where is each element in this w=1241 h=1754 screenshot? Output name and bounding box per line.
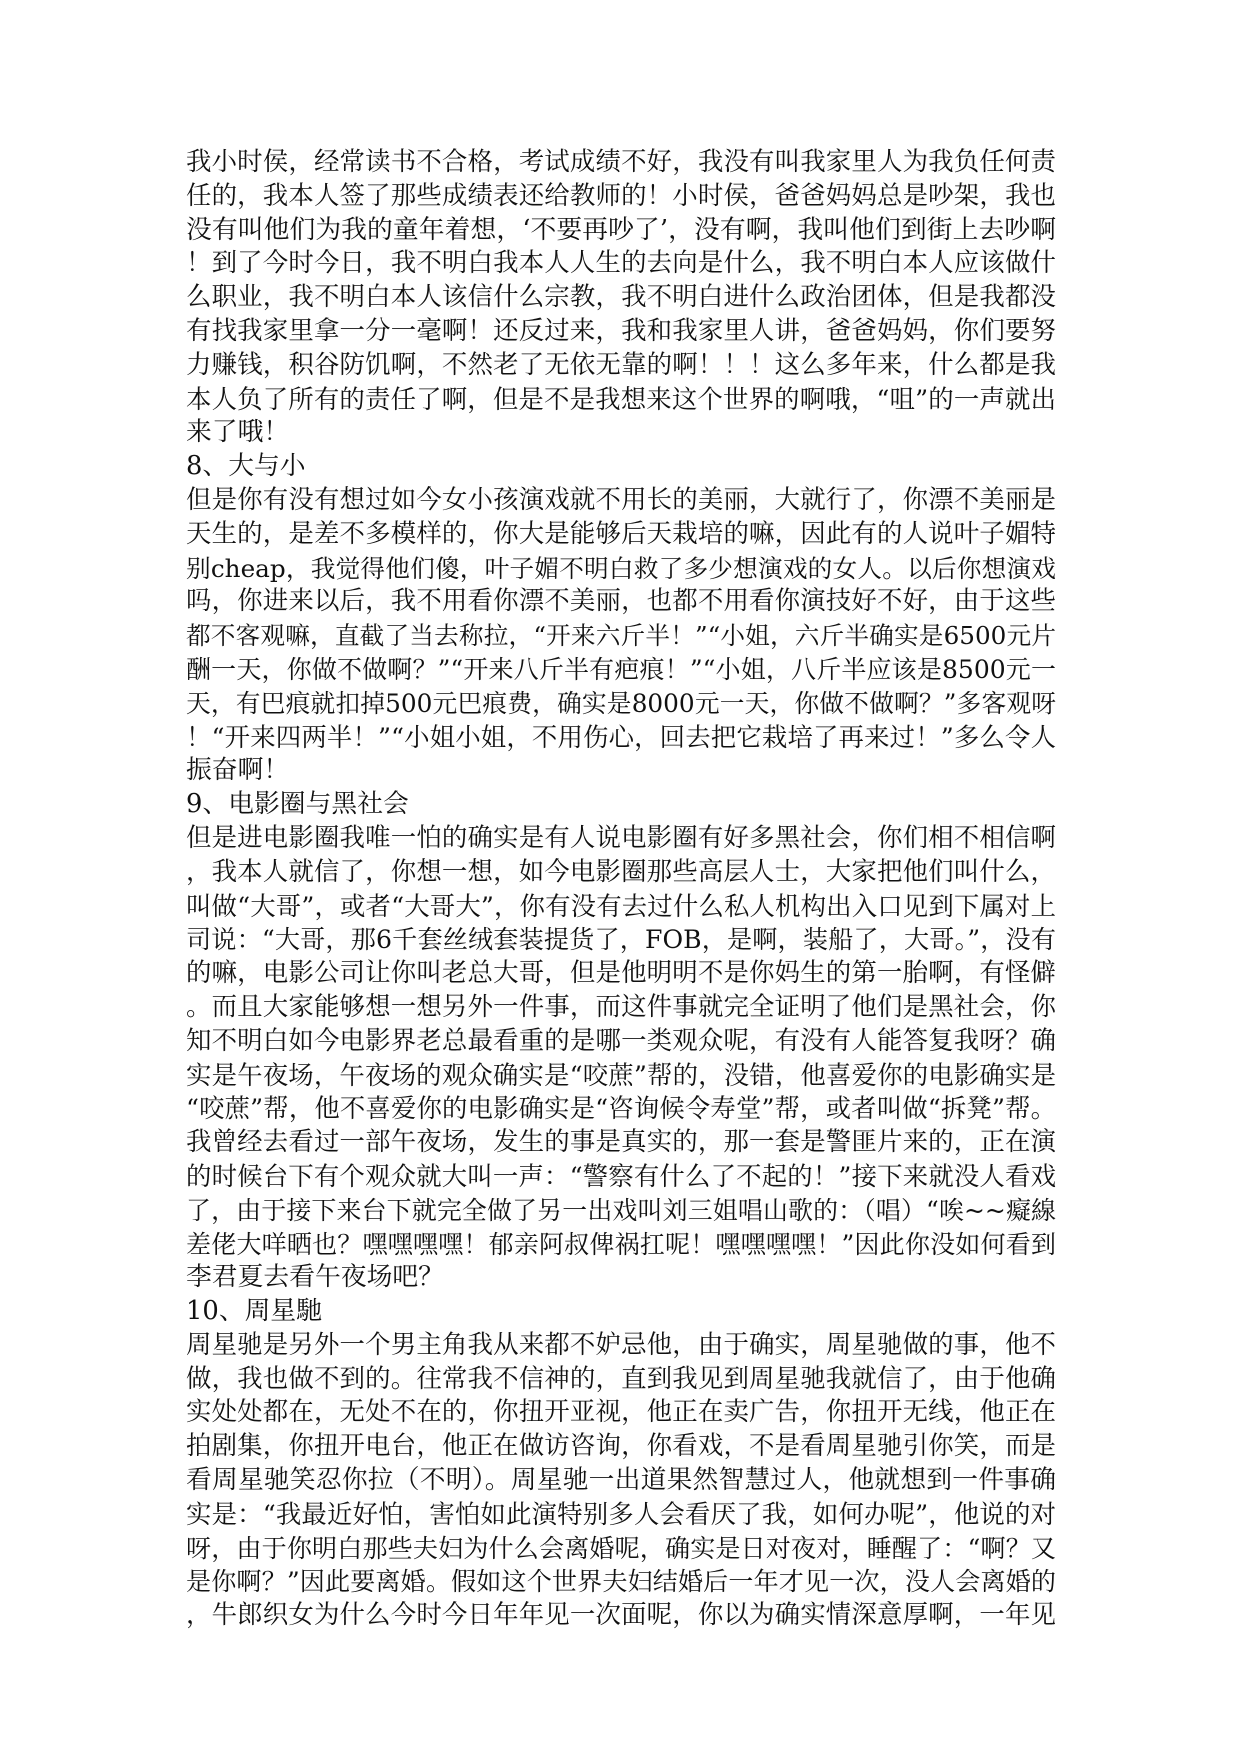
text-line: 做，我也做不到的。往常我不信神的，直到我见到周星驰我就信了，由于他确 <box>186 1363 1056 1394</box>
text-line: 我曾经去看过一部午夜场，发生的事是真实的，那一套是警匪片来的，正在演 <box>186 1127 1056 1158</box>
text-line: 的嘛，电影公司让你叫老总大哥，但是他明明不是你妈生的第一胎啊，有怪僻 <box>186 958 1056 989</box>
text-line: 任的，我本人签了那些成绩表还给教师的！小时侯，爸爸妈妈总是吵架，我也 <box>186 180 1056 211</box>
text-line: 了，由于接下来台下就完全做了另一出戏叫刘三姐唱山歌的：（唱）“唉~~癡線 <box>186 1195 1056 1225</box>
text-line: 实是：“我最近好怕，害怕如此演特别多人会看厌了我，如何办呢”，他说的对 <box>186 1498 1056 1529</box>
text-line: 但是进电影圈我唯一怕的确实是有人说电影圈有好多黑社会，你们相不相信啊 <box>186 822 1056 853</box>
text-line: ，我本人就信了，你想一想，如今电影圈那些高层人士，大家把他们叫什么， <box>186 856 1056 887</box>
text-line: 别cheap，我觉得他们傻，叶子媚不明白救了多少想演戏的女人。以后你想演戏 <box>186 553 1056 583</box>
text-line: 力赚钱，积谷防饥啊，不然老了无依无靠的啊！！！这么多年来，什么都是我 <box>186 349 1056 380</box>
text-line: 吗，你进来以后，我不用看你漂不美丽，也都不用看你演技好不好，由于这些 <box>186 586 1056 617</box>
text-line: 叫做“大哥”，或者“大哥大”，你有没有去过什么私人机构出入口见到下属对上 <box>186 890 1056 921</box>
text-line: 。而且大家能够想一想另外一件事，而这件事就完全证明了他们是黑社会，你 <box>186 991 1056 1022</box>
text-line: 本人负了所有的责任了啊，但是不是我想来这个世界的啊哦，“咀”的一声就出 <box>186 383 1056 414</box>
text-line: 看周星驰笑忍你拉（不明）。周星驰一出道果然智慧过人，他就想到一件事确 <box>186 1465 1056 1496</box>
text-line: 9、电影圈与黑社会 <box>186 789 409 820</box>
text-line: 周星驰是另外一个男主角我从来都不妒忌他，由于确实，周星驰做的事，他不 <box>186 1329 1056 1360</box>
text-line: 知不明白如今电影界老总最看重的是哪一类观众呢，有没有人能答复我呀？确 <box>186 1025 1056 1056</box>
text-line: 是你啊？”因此要离婚。假如这个世界夫妇结婚后一年才见一次，没人会离婚的 <box>186 1567 1056 1597</box>
text-line: 有找我家里拿一分一毫啊！还反过来，我和我家里人讲，爸爸妈妈，你们要努 <box>186 315 1056 346</box>
text-line: 我小时侯，经常读书不合格，考试成绩不好，我没有叫我家里人为我负任何责 <box>186 147 1056 177</box>
text-line: 酬一天，你做不做啊？”“开来八斤半有疤痕！”“小姐，八斤半应该是8500元一 <box>186 654 1056 684</box>
text-line: ！到了今时今日，我不明白我本人人生的去向是什么，我不明白本人应该做什 <box>186 248 1056 279</box>
body-text <box>186 146 1056 1633</box>
text-line: “咬蔗”帮，他不喜爱你的电影确实是“咨询候令寿堂”帮，或者叫做“拆凳”帮。 <box>186 1093 1056 1124</box>
text-line: ！“开来四两半！”“小姐小姐，不用伤心，回去把它栽培了再来过！”多么令人 <box>186 721 1056 752</box>
text-line: 但是你有没有想过如今女小孩演戏就不用长的美丽，大就行了，你漂不美丽是 <box>186 484 1056 515</box>
text-line: 拍剧集，你扭开电台，他正在做访咨询，你看戏，不是看周星驰引你笑，而是 <box>186 1431 1056 1462</box>
text-line: ，牛郎织女为什么今时今日年年见一次面呢，你以为确实情深意厚啊，一年见 <box>186 1600 1056 1631</box>
text-line: 天，有巴痕就扣掉500元巴痕费，确实是8000元一天，你做不做啊？”多客观呀 <box>186 688 1056 718</box>
text-line: 都不客观嘛，直截了当去称拉，“开来六斤半！”“小姐，六斤半确实是6500元片 <box>186 621 1056 651</box>
text-line: 来了哦！ <box>186 417 290 448</box>
text-line: 么职业，我不明白本人该信什么宗教，我不明白进什么政治团体，但是我都没 <box>186 282 1056 313</box>
text-line: 振奋啊！ <box>186 755 290 786</box>
text-line: 实是午夜场，午夜场的观众确实是“咬蔗”帮的，没错，他喜爱你的电影确实是 <box>186 1059 1056 1090</box>
text-line: 没有叫他们为我的童年着想，‘不要再吵了’，没有啊，我叫他们到街上去吵啊 <box>186 214 1056 245</box>
text-line: 的时候台下有个观众就大叫一声：“警察有什么了不起的！”接下来就没人看戏 <box>186 1160 1056 1191</box>
text-line: 司说：“大哥，那6千套丝绒套装提货了，FOB，是啊，装船了，大哥。”，没有 <box>186 925 1056 955</box>
text-line: 8、大与小 <box>186 451 306 482</box>
text-line: 实处处都在，无处不在的，你扭开亚视，他正在卖广告，你扭开无线，他正在 <box>186 1397 1056 1428</box>
text-line: 天生的，是差不多模样的，你大是能够后天栽培的嘛，因此有的人说叶子媚特 <box>186 518 1056 549</box>
text-line: 呀，由于你明白那些夫妇为什么会离婚呢，确实是日对夜对，睡醒了：“啊？又 <box>186 1533 1056 1563</box>
text-line: 李君夏去看午夜场吧？ <box>186 1262 444 1293</box>
text-line: 10、周星馳 <box>186 1296 323 1327</box>
text-line: 差佬大咩晒也？嘿嘿嘿嘿！郁亲阿叔俾祸扛呢！嘿嘿嘿嘿！”因此你没如何看到 <box>186 1229 1056 1259</box>
